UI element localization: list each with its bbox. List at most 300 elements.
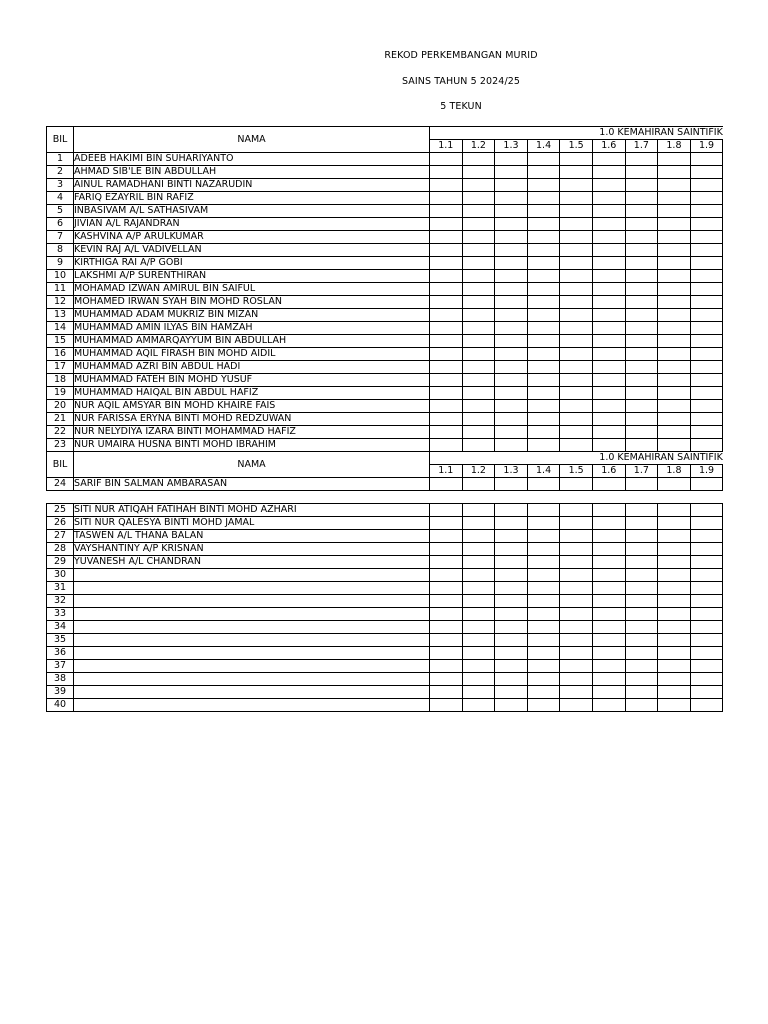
score-cell[interactable] (527, 673, 560, 686)
score-cell[interactable] (625, 361, 658, 374)
score-cell[interactable] (592, 582, 625, 595)
score-cell[interactable] (462, 179, 495, 192)
score-cell[interactable] (625, 569, 658, 582)
score-cell[interactable] (658, 231, 691, 244)
score-cell[interactable] (430, 673, 463, 686)
score-cell[interactable] (495, 478, 528, 491)
score-cell[interactable] (495, 543, 528, 556)
score-cell[interactable] (527, 517, 560, 530)
score-cell[interactable] (690, 517, 723, 530)
score-cell[interactable] (527, 166, 560, 179)
score-cell[interactable] (690, 569, 723, 582)
score-cell[interactable] (462, 283, 495, 296)
score-cell[interactable] (592, 348, 625, 361)
score-cell[interactable] (495, 166, 528, 179)
score-cell[interactable] (495, 257, 528, 270)
score-cell[interactable] (592, 231, 625, 244)
score-cell[interactable] (527, 361, 560, 374)
score-cell[interactable] (430, 205, 463, 218)
score-cell[interactable] (625, 296, 658, 309)
score-cell[interactable] (430, 322, 463, 335)
score-cell[interactable] (592, 309, 625, 322)
score-cell[interactable] (462, 504, 495, 517)
score-cell[interactable] (495, 153, 528, 166)
score-cell[interactable] (560, 569, 593, 582)
score-cell[interactable] (495, 595, 528, 608)
score-cell[interactable] (658, 218, 691, 231)
score-cell[interactable] (592, 647, 625, 660)
score-cell[interactable] (658, 621, 691, 634)
score-cell[interactable] (495, 179, 528, 192)
score-cell[interactable] (527, 192, 560, 205)
score-cell[interactable] (625, 335, 658, 348)
score-cell[interactable] (495, 582, 528, 595)
score-cell[interactable] (527, 218, 560, 231)
score-cell[interactable] (495, 322, 528, 335)
score-cell[interactable] (625, 179, 658, 192)
score-cell[interactable] (495, 634, 528, 647)
score-cell[interactable] (462, 426, 495, 439)
score-cell[interactable] (690, 478, 723, 491)
score-cell[interactable] (560, 439, 593, 452)
score-cell[interactable] (430, 335, 463, 348)
score-cell[interactable] (690, 257, 723, 270)
score-cell[interactable] (690, 322, 723, 335)
score-cell[interactable] (625, 244, 658, 257)
score-cell[interactable] (430, 621, 463, 634)
score-cell[interactable] (560, 283, 593, 296)
score-cell[interactable] (462, 660, 495, 673)
score-cell[interactable] (658, 244, 691, 257)
score-cell[interactable] (495, 374, 528, 387)
score-cell[interactable] (658, 595, 691, 608)
score-cell[interactable] (658, 374, 691, 387)
score-cell[interactable] (495, 504, 528, 517)
score-cell[interactable] (430, 426, 463, 439)
score-cell[interactable] (430, 218, 463, 231)
score-cell[interactable] (690, 504, 723, 517)
score-cell[interactable] (592, 166, 625, 179)
score-cell[interactable] (592, 179, 625, 192)
score-cell[interactable] (430, 439, 463, 452)
score-cell[interactable] (625, 192, 658, 205)
score-cell[interactable] (527, 205, 560, 218)
score-cell[interactable] (527, 647, 560, 660)
score-cell[interactable] (625, 413, 658, 426)
score-cell[interactable] (625, 647, 658, 660)
score-cell[interactable] (430, 478, 463, 491)
score-cell[interactable] (495, 335, 528, 348)
score-cell[interactable] (527, 439, 560, 452)
score-cell[interactable] (592, 504, 625, 517)
score-cell[interactable] (592, 686, 625, 699)
score-cell[interactable] (462, 517, 495, 530)
score-cell[interactable] (658, 478, 691, 491)
score-cell[interactable] (527, 322, 560, 335)
score-cell[interactable] (430, 166, 463, 179)
score-cell[interactable] (690, 270, 723, 283)
score-cell[interactable] (625, 439, 658, 452)
score-cell[interactable] (495, 218, 528, 231)
score-cell[interactable] (560, 699, 593, 712)
score-cell[interactable] (592, 335, 625, 348)
score-cell[interactable] (690, 361, 723, 374)
score-cell[interactable] (560, 335, 593, 348)
score-cell[interactable] (560, 543, 593, 556)
score-cell[interactable] (658, 699, 691, 712)
score-cell[interactable] (592, 478, 625, 491)
score-cell[interactable] (462, 231, 495, 244)
score-cell[interactable] (527, 296, 560, 309)
score-cell[interactable] (527, 348, 560, 361)
score-cell[interactable] (495, 426, 528, 439)
score-cell[interactable] (592, 439, 625, 452)
score-cell[interactable] (560, 309, 593, 322)
score-cell[interactable] (462, 699, 495, 712)
score-cell[interactable] (690, 556, 723, 569)
score-cell[interactable] (430, 296, 463, 309)
score-cell[interactable] (495, 530, 528, 543)
score-cell[interactable] (625, 673, 658, 686)
score-cell[interactable] (658, 179, 691, 192)
score-cell[interactable] (625, 582, 658, 595)
score-cell[interactable] (527, 335, 560, 348)
score-cell[interactable] (462, 647, 495, 660)
score-cell[interactable] (560, 374, 593, 387)
score-cell[interactable] (560, 322, 593, 335)
score-cell[interactable] (462, 296, 495, 309)
score-cell[interactable] (690, 296, 723, 309)
score-cell[interactable] (430, 361, 463, 374)
score-cell[interactable] (658, 322, 691, 335)
score-cell[interactable] (592, 244, 625, 257)
score-cell[interactable] (625, 660, 658, 673)
score-cell[interactable] (690, 166, 723, 179)
score-cell[interactable] (560, 660, 593, 673)
score-cell[interactable] (625, 400, 658, 413)
score-cell[interactable] (462, 530, 495, 543)
score-cell[interactable] (658, 257, 691, 270)
score-cell[interactable] (658, 569, 691, 582)
score-cell[interactable] (625, 387, 658, 400)
score-cell[interactable] (658, 413, 691, 426)
score-cell[interactable] (658, 543, 691, 556)
score-cell[interactable] (690, 205, 723, 218)
score-cell[interactable] (495, 192, 528, 205)
score-cell[interactable] (560, 673, 593, 686)
score-cell[interactable] (495, 361, 528, 374)
score-cell[interactable] (690, 595, 723, 608)
score-cell[interactable] (495, 608, 528, 621)
score-cell[interactable] (430, 595, 463, 608)
score-cell[interactable] (495, 556, 528, 569)
score-cell[interactable] (527, 686, 560, 699)
score-cell[interactable] (527, 153, 560, 166)
score-cell[interactable] (560, 257, 593, 270)
score-cell[interactable] (658, 673, 691, 686)
score-cell[interactable] (527, 634, 560, 647)
score-cell[interactable] (430, 530, 463, 543)
score-cell[interactable] (430, 283, 463, 296)
score-cell[interactable] (658, 504, 691, 517)
score-cell[interactable] (560, 426, 593, 439)
score-cell[interactable] (462, 413, 495, 426)
score-cell[interactable] (625, 595, 658, 608)
score-cell[interactable] (560, 582, 593, 595)
score-cell[interactable] (690, 374, 723, 387)
score-cell[interactable] (527, 387, 560, 400)
score-cell[interactable] (592, 517, 625, 530)
score-cell[interactable] (625, 322, 658, 335)
score-cell[interactable] (625, 621, 658, 634)
score-cell[interactable] (462, 270, 495, 283)
score-cell[interactable] (495, 621, 528, 634)
score-cell[interactable] (560, 608, 593, 621)
score-cell[interactable] (560, 556, 593, 569)
score-cell[interactable] (592, 556, 625, 569)
score-cell[interactable] (658, 426, 691, 439)
score-cell[interactable] (560, 686, 593, 699)
score-cell[interactable] (495, 270, 528, 283)
score-cell[interactable] (625, 608, 658, 621)
score-cell[interactable] (592, 569, 625, 582)
score-cell[interactable] (462, 218, 495, 231)
score-cell[interactable] (560, 153, 593, 166)
score-cell[interactable] (495, 283, 528, 296)
score-cell[interactable] (527, 478, 560, 491)
score-cell[interactable] (430, 153, 463, 166)
score-cell[interactable] (430, 582, 463, 595)
score-cell[interactable] (430, 686, 463, 699)
score-cell[interactable] (495, 569, 528, 582)
score-cell[interactable] (625, 478, 658, 491)
score-cell[interactable] (690, 621, 723, 634)
score-cell[interactable] (430, 634, 463, 647)
score-cell[interactable] (690, 608, 723, 621)
score-cell[interactable] (658, 530, 691, 543)
score-cell[interactable] (560, 595, 593, 608)
score-cell[interactable] (690, 673, 723, 686)
score-cell[interactable] (430, 413, 463, 426)
score-cell[interactable] (495, 439, 528, 452)
score-cell[interactable] (495, 387, 528, 400)
score-cell[interactable] (592, 270, 625, 283)
score-cell[interactable] (527, 569, 560, 582)
score-cell[interactable] (430, 517, 463, 530)
score-cell[interactable] (592, 673, 625, 686)
score-cell[interactable] (560, 361, 593, 374)
score-cell[interactable] (495, 296, 528, 309)
score-cell[interactable] (592, 608, 625, 621)
score-cell[interactable] (527, 244, 560, 257)
score-cell[interactable] (658, 270, 691, 283)
score-cell[interactable] (462, 153, 495, 166)
score-cell[interactable] (560, 517, 593, 530)
score-cell[interactable] (658, 387, 691, 400)
score-cell[interactable] (495, 205, 528, 218)
score-cell[interactable] (462, 335, 495, 348)
score-cell[interactable] (560, 647, 593, 660)
score-cell[interactable] (495, 660, 528, 673)
score-cell[interactable] (690, 153, 723, 166)
score-cell[interactable] (658, 582, 691, 595)
score-cell[interactable] (560, 218, 593, 231)
score-cell[interactable] (527, 231, 560, 244)
score-cell[interactable] (592, 153, 625, 166)
score-cell[interactable] (560, 166, 593, 179)
score-cell[interactable] (430, 556, 463, 569)
score-cell[interactable] (625, 348, 658, 361)
score-cell[interactable] (658, 192, 691, 205)
score-cell[interactable] (560, 270, 593, 283)
score-cell[interactable] (690, 530, 723, 543)
score-cell[interactable] (625, 556, 658, 569)
score-cell[interactable] (658, 205, 691, 218)
score-cell[interactable] (592, 192, 625, 205)
score-cell[interactable] (592, 699, 625, 712)
score-cell[interactable] (430, 179, 463, 192)
score-cell[interactable] (560, 530, 593, 543)
score-cell[interactable] (690, 660, 723, 673)
score-cell[interactable] (462, 686, 495, 699)
score-cell[interactable] (592, 621, 625, 634)
score-cell[interactable] (462, 257, 495, 270)
score-cell[interactable] (527, 504, 560, 517)
score-cell[interactable] (462, 309, 495, 322)
score-cell[interactable] (527, 179, 560, 192)
score-cell[interactable] (592, 361, 625, 374)
score-cell[interactable] (527, 621, 560, 634)
score-cell[interactable] (658, 556, 691, 569)
score-cell[interactable] (527, 660, 560, 673)
score-cell[interactable] (592, 530, 625, 543)
score-cell[interactable] (658, 439, 691, 452)
score-cell[interactable] (560, 387, 593, 400)
score-cell[interactable] (560, 179, 593, 192)
score-cell[interactable] (690, 192, 723, 205)
score-cell[interactable] (658, 400, 691, 413)
score-cell[interactable] (430, 244, 463, 257)
score-cell[interactable] (527, 543, 560, 556)
score-cell[interactable] (625, 530, 658, 543)
score-cell[interactable] (658, 153, 691, 166)
score-cell[interactable] (592, 322, 625, 335)
score-cell[interactable] (462, 478, 495, 491)
score-cell[interactable] (527, 374, 560, 387)
score-cell[interactable] (462, 439, 495, 452)
score-cell[interactable] (625, 231, 658, 244)
score-cell[interactable] (495, 673, 528, 686)
score-cell[interactable] (560, 634, 593, 647)
score-cell[interactable] (462, 387, 495, 400)
score-cell[interactable] (560, 192, 593, 205)
score-cell[interactable] (430, 660, 463, 673)
score-cell[interactable] (625, 426, 658, 439)
score-cell[interactable] (430, 231, 463, 244)
score-cell[interactable] (658, 660, 691, 673)
score-cell[interactable] (462, 374, 495, 387)
score-cell[interactable] (430, 647, 463, 660)
score-cell[interactable] (560, 400, 593, 413)
score-cell[interactable] (430, 543, 463, 556)
score-cell[interactable] (560, 621, 593, 634)
score-cell[interactable] (592, 400, 625, 413)
score-cell[interactable] (495, 413, 528, 426)
score-cell[interactable] (690, 413, 723, 426)
score-cell[interactable] (462, 556, 495, 569)
score-cell[interactable] (560, 504, 593, 517)
score-cell[interactable] (625, 634, 658, 647)
score-cell[interactable] (527, 400, 560, 413)
score-cell[interactable] (658, 348, 691, 361)
score-cell[interactable] (592, 387, 625, 400)
score-cell[interactable] (560, 478, 593, 491)
score-cell[interactable] (625, 699, 658, 712)
score-cell[interactable] (527, 582, 560, 595)
score-cell[interactable] (690, 400, 723, 413)
score-cell[interactable] (462, 543, 495, 556)
score-cell[interactable] (527, 413, 560, 426)
score-cell[interactable] (625, 543, 658, 556)
score-cell[interactable] (690, 426, 723, 439)
score-cell[interactable] (527, 270, 560, 283)
score-cell[interactable] (625, 309, 658, 322)
score-cell[interactable] (462, 361, 495, 374)
score-cell[interactable] (625, 686, 658, 699)
score-cell[interactable] (527, 530, 560, 543)
score-cell[interactable] (430, 504, 463, 517)
score-cell[interactable] (658, 361, 691, 374)
score-cell[interactable] (527, 426, 560, 439)
score-cell[interactable] (690, 348, 723, 361)
score-cell[interactable] (625, 153, 658, 166)
score-cell[interactable] (690, 543, 723, 556)
score-cell[interactable] (560, 205, 593, 218)
score-cell[interactable] (462, 608, 495, 621)
score-cell[interactable] (658, 309, 691, 322)
score-cell[interactable] (430, 257, 463, 270)
score-cell[interactable] (690, 439, 723, 452)
score-cell[interactable] (625, 517, 658, 530)
score-cell[interactable] (690, 218, 723, 231)
score-cell[interactable] (690, 231, 723, 244)
score-cell[interactable] (690, 283, 723, 296)
score-cell[interactable] (462, 322, 495, 335)
score-cell[interactable] (690, 686, 723, 699)
score-cell[interactable] (690, 387, 723, 400)
score-cell[interactable] (560, 348, 593, 361)
score-cell[interactable] (690, 179, 723, 192)
score-cell[interactable] (462, 582, 495, 595)
score-cell[interactable] (658, 296, 691, 309)
score-cell[interactable] (625, 205, 658, 218)
score-cell[interactable] (430, 387, 463, 400)
score-cell[interactable] (592, 218, 625, 231)
score-cell[interactable] (462, 634, 495, 647)
score-cell[interactable] (495, 647, 528, 660)
score-cell[interactable] (592, 595, 625, 608)
score-cell[interactable] (592, 283, 625, 296)
score-cell[interactable] (495, 231, 528, 244)
score-cell[interactable] (495, 309, 528, 322)
score-cell[interactable] (430, 569, 463, 582)
score-cell[interactable] (625, 218, 658, 231)
score-cell[interactable] (430, 348, 463, 361)
score-cell[interactable] (690, 309, 723, 322)
score-cell[interactable] (560, 296, 593, 309)
score-cell[interactable] (430, 608, 463, 621)
score-cell[interactable] (690, 634, 723, 647)
